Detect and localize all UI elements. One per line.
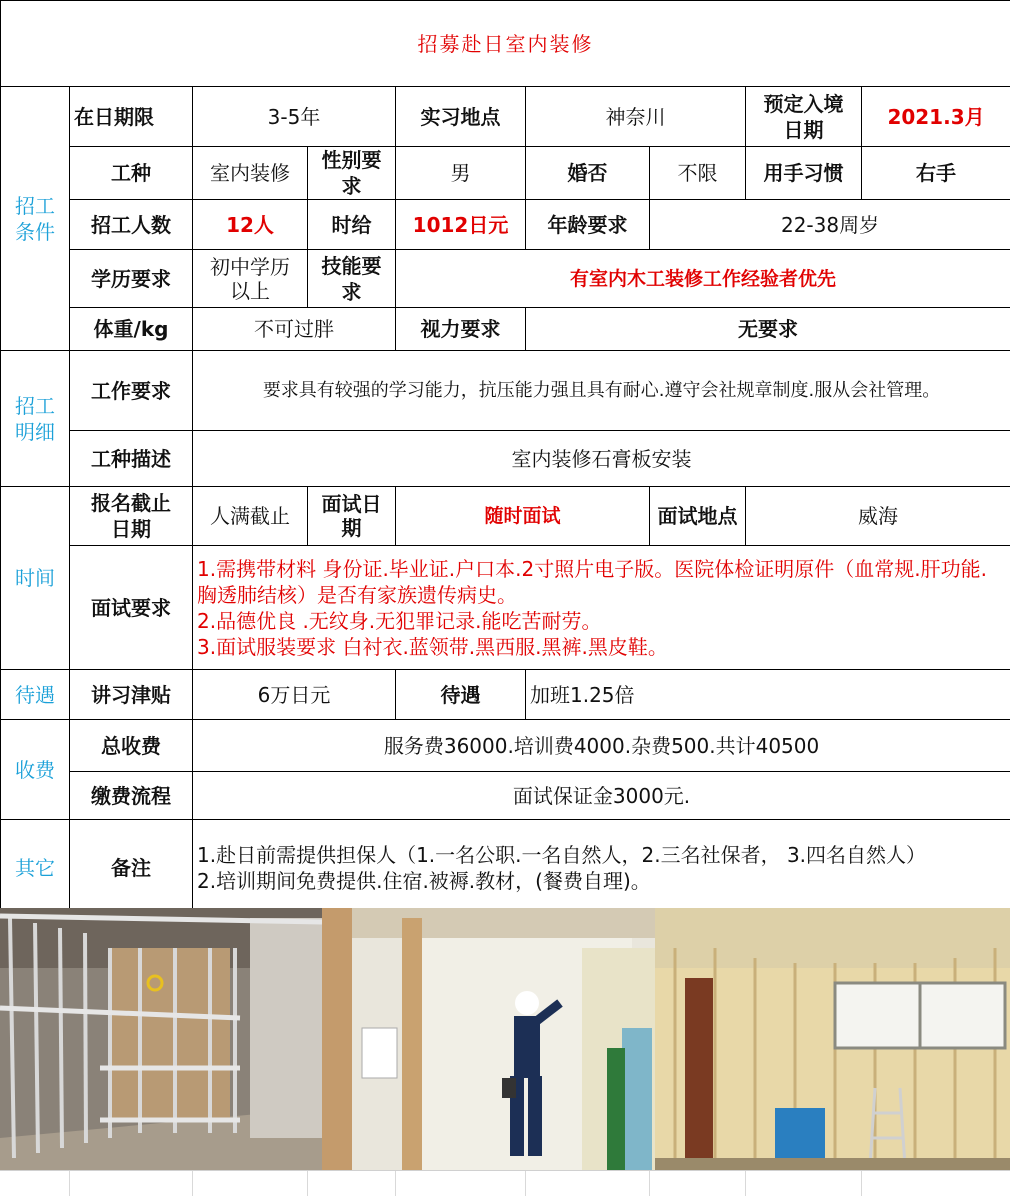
age-value: 22-38周岁 bbox=[650, 200, 1010, 250]
section-treatment: 待遇 bbox=[1, 670, 70, 720]
marital-value: 不限 bbox=[650, 147, 746, 200]
insulation-room-photo bbox=[655, 908, 1010, 1170]
page-title: 招募赴日室内装修 bbox=[1, 1, 1010, 87]
section-other: 其它 bbox=[1, 820, 70, 916]
headcount-value: 12人 bbox=[193, 200, 308, 250]
vision-value: 无要求 bbox=[526, 308, 1010, 351]
interview-requirement-item: 2.品德优良 .无纹身.无犯罪记录.能吃苦耐劳。 bbox=[197, 608, 1006, 634]
section-time: 时间 bbox=[1, 487, 70, 670]
period-value: 3-5年 bbox=[193, 87, 396, 147]
gender-value: 男 bbox=[396, 147, 526, 200]
interview-place-value: 威海 bbox=[746, 487, 1010, 546]
location-label: 实习地点 bbox=[396, 87, 526, 147]
skill-label: 技能要 求 bbox=[308, 250, 396, 308]
interview-requirement-item: 3.面试服装要求 白衬衣.蓝领带.黑西服.黑裤.黑皮鞋。 bbox=[197, 634, 1006, 660]
section-fees: 收费 bbox=[1, 720, 70, 820]
hourly-wage-value: 1012日元 bbox=[396, 200, 526, 250]
worker-installing-drywall-photo bbox=[322, 908, 655, 1170]
entry-date-value: 2021.3月 bbox=[862, 87, 1010, 147]
handedness-value: 右手 bbox=[862, 147, 1010, 200]
job-description-label: 工种描述 bbox=[70, 431, 193, 487]
payment-flow-value: 面试保证金3000元. bbox=[193, 772, 1010, 820]
interview-place-label: 面试地点 bbox=[650, 487, 746, 546]
vision-label: 视力要求 bbox=[396, 308, 526, 351]
payment-flow-label: 缴费流程 bbox=[70, 772, 193, 820]
section-details: 招工 明细 bbox=[1, 351, 70, 487]
remark-item: 1.赴日前需提供担保人（1.一名公职.一名自然人，2.三名社保者， 3.四名自然人） bbox=[197, 842, 1006, 868]
skill-value: 有室内木工装修工作经验者优先 bbox=[396, 250, 1010, 308]
total-fee-label: 总收费 bbox=[70, 720, 193, 772]
weight-value: 不可过胖 bbox=[193, 308, 396, 351]
gender-label: 性别要求 bbox=[308, 147, 396, 200]
remark-label: 备注 bbox=[70, 820, 193, 916]
interview-requirement-item: 1.需携带材料 身份证.毕业证.户口本.2寸照片电子版。医院体检证明原件（血常规.肝功能.胸透肺结核）是否有家族遗传病史。 bbox=[197, 556, 1006, 608]
spreadsheet-grid-row bbox=[0, 1170, 1010, 1196]
work-requirement-value: 要求具有较强的学习能力，抗压能力强且具有耐心.遵守会社规章制度.服从会社管理。 bbox=[193, 351, 1010, 431]
benefit-value: 加班1.25倍 bbox=[526, 670, 1010, 720]
handedness-label: 用手习惯 bbox=[746, 147, 862, 200]
remark-item: 2.培训期间免费提供.住宿.被褥.教材，(餐费自理)。 bbox=[197, 868, 1006, 894]
steel-stud-framing-photo bbox=[0, 908, 322, 1170]
marital-label: 婚否 bbox=[526, 147, 650, 200]
education-label: 学历要求 bbox=[70, 250, 193, 308]
work-requirement-label: 工作要求 bbox=[70, 351, 193, 431]
deadline-value: 人满截止 bbox=[193, 487, 308, 546]
interview-requirement-list bbox=[193, 546, 1010, 670]
photo-strip bbox=[0, 908, 1010, 1170]
entry-date-label: 预定入境 日期 bbox=[746, 87, 862, 147]
allowance-label: 讲习津贴 bbox=[70, 670, 193, 720]
job-type-value: 室内装修 bbox=[193, 147, 308, 200]
location-value: 神奈川 bbox=[526, 87, 746, 147]
total-fee-value: 服务费36000.培训费4000.杂费500.共计40500 bbox=[193, 720, 1010, 772]
remark-list bbox=[193, 820, 1010, 916]
education-value: 初中学历 以上 bbox=[193, 250, 308, 308]
allowance-value: 6万日元 bbox=[193, 670, 396, 720]
headcount-label: 招工人数 bbox=[70, 200, 193, 250]
interview-date-label: 面试日 期 bbox=[308, 487, 396, 546]
interview-requirement-label: 面试要求 bbox=[70, 546, 193, 670]
benefit-label: 待遇 bbox=[396, 670, 526, 720]
hourly-wage-label: 时给 bbox=[308, 200, 396, 250]
section-conditions: 招工 条件 bbox=[1, 87, 70, 351]
job-type-label: 工种 bbox=[70, 147, 193, 200]
period-label: 在日期限 bbox=[70, 87, 193, 147]
weight-label: 体重/kg bbox=[70, 308, 193, 351]
deadline-label: 报名截止 日期 bbox=[70, 487, 193, 546]
job-description-value: 室内装修石膏板安装 bbox=[193, 431, 1010, 487]
age-label: 年龄要求 bbox=[526, 200, 650, 250]
interview-date-value: 随时面试 bbox=[396, 487, 650, 546]
